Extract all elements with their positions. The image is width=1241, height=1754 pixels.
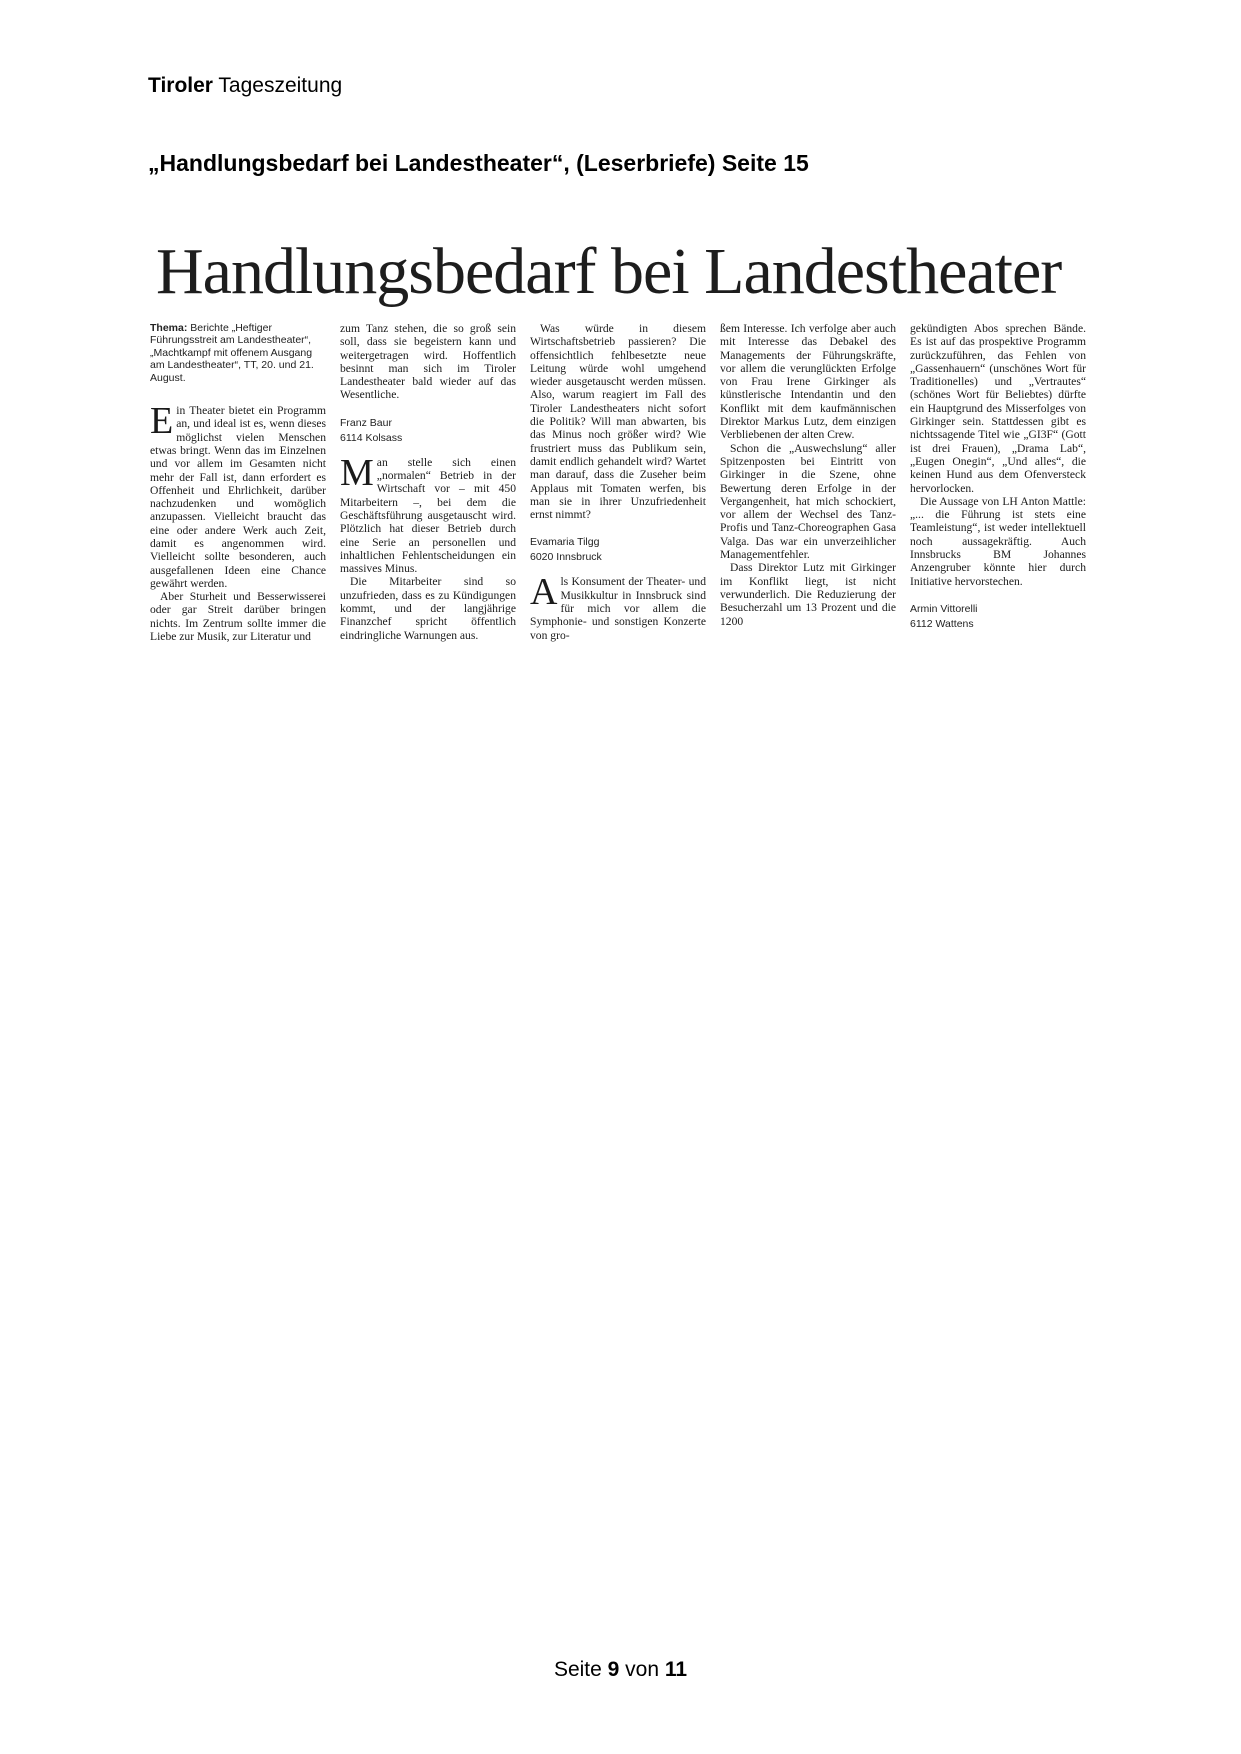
column-2: [340, 322, 516, 642]
letter3-paragraph-1: Als Konsument der Theater- und Musikkultur in Innsbruck sind für mich vor allem die Symphonie- und sonstigen Konzerte von gro-: [530, 571, 706, 642]
letter3-paragraph-2: ßem Interesse. Ich verfolge aber auch mit Interesse das Debakel des Managements der Führungskräfte, vor allem die verunglückten Erfolge von Frau Irene Girkinger als künstlerische Intendantin und den Konflikt mit dem kaufmännischen Direktor Markus Lutz, dem einzigen Verbliebenen der alten Crew.: [720, 322, 896, 442]
page-number-footer: [0, 1658, 1241, 1682]
letter3-paragraph-4: Dass Direktor Lutz mit Girkinger im Konflikt liegt, ist nicht verwunderlich. Die Reduzierung der Besucherzahl um 13 Prozent und die 1200: [720, 561, 896, 628]
letter2-paragraph-1: Man stelle sich einen „normalen“ Betrieb in der Wirtschaft vor – mit 450 Mitarbeitern –, bei dem die Geschäftsführung ausgetauscht wird. Plötzlich hat dieser Betrieb durch eine Serie an personellen und inhaltlichen Fehlentscheidungen ein massives Minus.: [340, 451, 516, 576]
author-name: Franz Baur: [340, 416, 392, 429]
newspaper-name-bold: Tiroler: [148, 74, 213, 97]
author-evamaria-tilgg: [530, 535, 706, 565]
author-franz-baur: [340, 416, 516, 446]
letter1-paragraph-3: zum Tanz stehen, die so groß sein soll, dass sie begeistern kann und weitergetragen wird. Hoffentlich besinnt man sich im Tiroler Landestheater bald wieder auf das Wesentliche.: [340, 322, 516, 402]
column-5: [910, 322, 1086, 642]
newspaper-name-rest: Tageszeitung: [212, 74, 343, 97]
author-armin-vittorelli: [910, 602, 1086, 632]
clipping-columns: [150, 322, 1092, 742]
thema-text: Berichte „Heftiger Führungsstreit am Landestheater“, „Machtkampf mit offenem Ausgang am Landestheater“, TT, 20. und 21. August.: [150, 322, 314, 384]
column-1: [150, 322, 326, 643]
letter1-paragraph-2: Aber Sturheit und Besserwisserei oder gar Streit darüber bringen nichts. Im Zentrum sollte immer die Liebe zur Musik, zur Literatur und: [150, 590, 326, 644]
letter3-paragraph-5: gekündigten Abos sprechen Bände. Es ist auf das prospektive Programm zurückzuführen, das Fehlen von „Gassenhauern“ (unschönes Wort für Traditionelles) und „Vertrautes“ (schönes Wort für Beliebtes) dürfte ein Hauptgrund des Misserfolges von Girkinger sein. Stattdessen gibt es nichtssagende Titel wie „GI3F“ (Gott ist drei Frauen), „Drama Lab“, „Eugen Onegin“, „Und alles“, die keinen Hund aus dem Ofenversteck hervorlocken.: [910, 322, 1086, 495]
clipping-headline: Handlungsbedarf bei Landestheater: [156, 235, 1062, 308]
letter3-paragraph-3: Schon die „Auswechslung“ aller Spitzenposten bei Eintritt von Girkinger in die Szene, ohne Bewertung deren Erfolge in der Vergangenheit, hat mich schockiert, vor allem der Wechsel des Tanz-Profis und Tanz-Choreographen Gasa Valga. Das war ein unverzeihlicher Managementfehler.: [720, 441, 896, 562]
thema-label: Thema:: [150, 322, 188, 334]
author-name: Evamaria Tilgg: [530, 536, 600, 549]
newspaper-clipping: [150, 236, 1092, 746]
article-reference-title: „Handlungsbedarf bei Landestheater“, (Leserbriefe) Seite 15: [148, 150, 809, 176]
footer-total-pages: 11: [664, 1658, 688, 1681]
footer-prefix: Seite: [553, 1658, 608, 1681]
letter3-paragraph-6: Die Aussage von LH Anton Mattle: „... die Führung ist stets eine Teamleistung“, ist weder intellektuell noch aussagekräftig. Auch Innsbrucks BM Johannes Anzengruber könnte hier durch Initiative hervorstechen.: [910, 494, 1086, 588]
author-place: 6112 Wattens: [910, 617, 974, 630]
letter2-paragraph-3: Was würde in diesem Wirtschaftsbetrieb passieren? Die offensichtlich fehlbesetzte neue Leitung würde wohl umgehend wieder ausgetauscht werden müssen. Also, warum reagiert im Fall des Tiroler Landestheaters nicht sofort die Politik? Will man abwarten, bis das Minus noch größer wird? Wie frustriert muss das Publikum sein, damit endlich gehandelt wird? Wartet man darauf, dass die Zuseher beim Applaus mit Tomaten werfen, bis man sie in ihrer Unzufriedenheit ernst nimmt?: [530, 322, 706, 522]
column-3: [530, 322, 706, 642]
footer-middle: von: [619, 1658, 665, 1681]
author-place: 6020 Innsbruck: [530, 551, 602, 564]
letter2-paragraph-2: Die Mitarbeiter sind so unzufrieden, dass es zu Kündigungen kommt, und der langjährige Finanzchef spricht öffentlich eindringliche Warnungen aus.: [340, 575, 516, 642]
author-place: 6114 Kolsass: [340, 431, 403, 444]
thema-box: [150, 322, 326, 384]
newspaper-name: [148, 74, 342, 98]
column-4: [720, 322, 896, 628]
footer-current-page: 9: [607, 1658, 620, 1681]
author-name: Armin Vittorelli: [910, 602, 978, 615]
letter1-paragraph-1: Ein Theater bietet ein Programm an, und ideal ist es, wenn dieses möglichst vielen Menschen etwas bringt. Wenn das im Einzelnen und vor allem im Gesamten nicht mehr der Fall ist, dann erfordert es Offenheit und Ehrlichkeit, darüber nachzudenken und womöglich anzupassen. Vielleicht braucht das eine oder andere Werk auch Zeit, damit es angenommen wird. Vielleicht sollte besonderen, auch ausgefallenen Ideen eine Chance gewährt werden.: [150, 400, 326, 590]
